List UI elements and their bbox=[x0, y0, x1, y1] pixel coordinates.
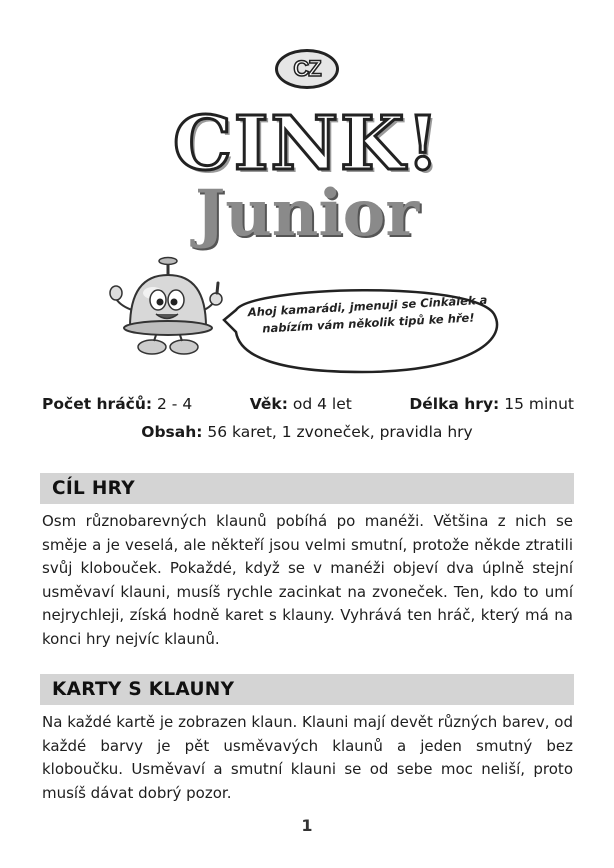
language-badge bbox=[275, 49, 339, 89]
contents-info: Obsah: 56 karet, 1 zvoneček, pravidla hry bbox=[141, 423, 473, 441]
section-heading-goal bbox=[40, 473, 574, 504]
age-info: Věk: od 4 let bbox=[249, 395, 352, 413]
section-text-goal: Osm různobarevných klaunů pobíhá po manéži. Většina z nich se směje a je veselá, ale někteří jsou velmi smutní, protože někde ztratili svůj klobouček. Pokaždé, když se v manéži objeví dva úplně stejní usměvaví klauni, musíš rychle zacinkat na zvoneček. Ten, kdo to umí nejrychleji, získá hodně karet s klauny. Vyhrává ten hráč, který má na konci hry nejvíc klaunů. bbox=[42, 512, 573, 648]
game-info-row bbox=[42, 395, 574, 413]
duration-info: Délka hry: 15 minut bbox=[409, 395, 574, 413]
section-heading-cards bbox=[40, 674, 574, 705]
language-badge-label: CZ bbox=[293, 56, 321, 81]
page-number: 1 bbox=[301, 816, 313, 835]
section-text-cards: Na každé kartě je zobrazen klaun. Klauni mají devět různých barev, od každé barvy je pět usměvavých klaunů a jeden smutný bez kloboučku. Usměvaví a smutní klauni se od sebe moc neliší, proto musíš dávat dobrý pozor. bbox=[42, 713, 573, 802]
bell-mascot-icon bbox=[108, 255, 226, 360]
section-heading-text: KARTY S KLAUNY bbox=[52, 679, 235, 700]
game-subtitle: Junior bbox=[194, 176, 420, 251]
game-title: CINK! bbox=[173, 101, 441, 187]
players-info: Počet hráčů: 2 - 4 bbox=[42, 395, 193, 413]
section-heading-text: CÍL HRY bbox=[52, 478, 135, 499]
speech-bubble-text: Ahoj kamarádi, jmenuji se Cinkálek a nabízím vám několik tipů ke hře! bbox=[247, 292, 488, 336]
